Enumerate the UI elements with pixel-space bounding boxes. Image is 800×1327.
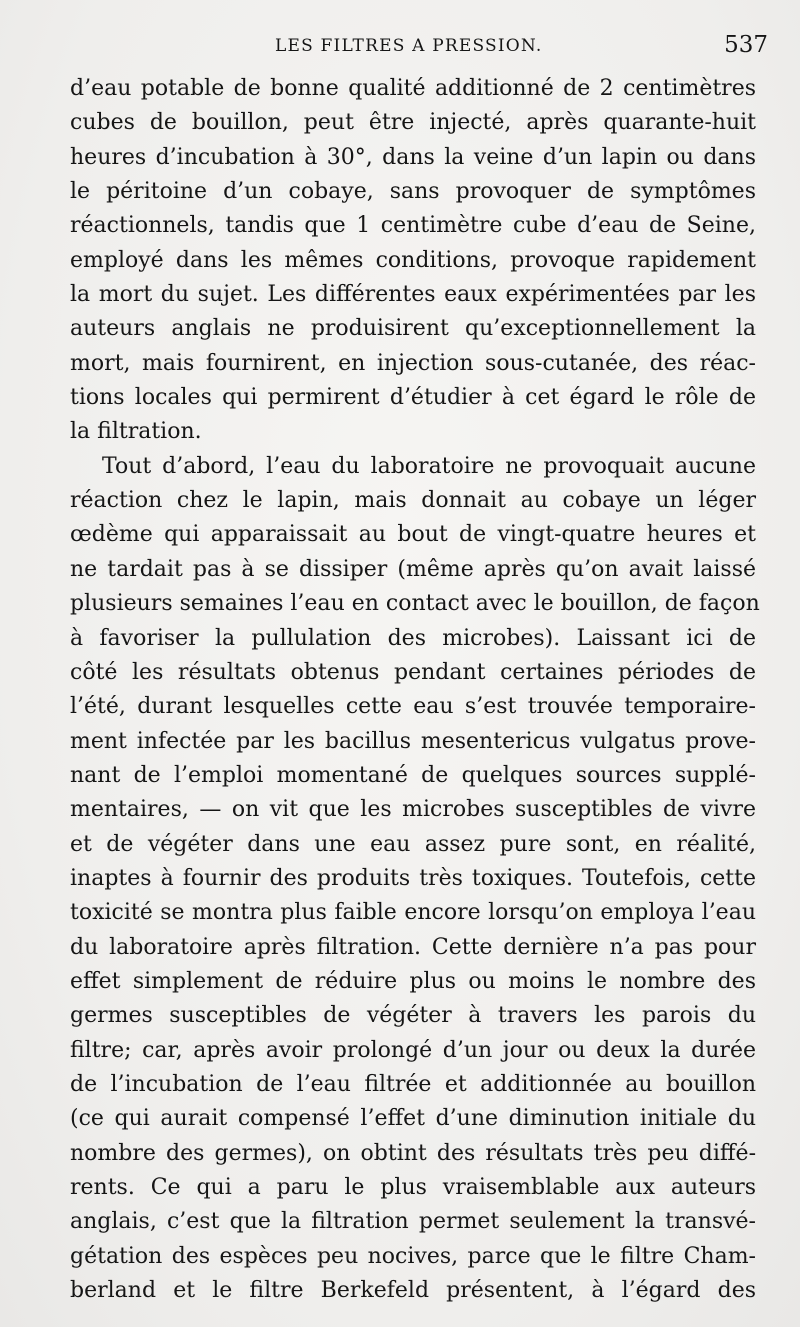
text-line: plusieurs semaines l’eau en contact avec le bouillon, de façon xyxy=(70,591,760,617)
text-line: et de végéter dans une eau assez pure sont, en réalité, xyxy=(70,831,756,857)
text-line: ment infectée par les bacillus mesentericus vulgatus prove- xyxy=(70,728,756,754)
text-line: œdème qui apparaissait au bout de vingt-quatre heures et xyxy=(70,522,756,548)
text-line: l’été, durant lesquelles cette eau s’est trouvée temporaire- xyxy=(70,694,756,720)
text-line: réaction chez le lapin, mais donnait au cobaye un léger xyxy=(70,488,756,514)
text-line: du laboratoire après filtration. Cette dernière n’a pas pour xyxy=(70,934,756,960)
text-line: mentaires, — on vit que les microbes susceptibles de vivre xyxy=(70,797,756,823)
text-line: (ce qui aurait compensé l’effet d’une diminution initiale du xyxy=(70,1106,756,1132)
text-line: ne tardait pas à se dissiper (même après qu’on avait laissé xyxy=(70,556,756,582)
text-line: cubes de bouillon, peut être injecté, après quarante-huit xyxy=(70,110,756,136)
text-line: germes susceptibles de végéter à travers les parois du xyxy=(70,1003,756,1029)
text-line: berland et le filtre Berkefeld présentent, à l’égard des xyxy=(70,1278,756,1304)
text-line: auteurs anglais ne produisirent qu’exceptionnellement la xyxy=(70,316,756,342)
text-line: effet simplement de réduire plus ou moins le nombre des xyxy=(70,968,756,994)
running-head xyxy=(0,32,800,66)
text-line: nombre des germes), on obtint des résultats très peu diffé- xyxy=(70,1140,756,1166)
text-line: la mort du sujet. Les différentes eaux expérimentées par les xyxy=(70,282,756,308)
text-line: le péritoine d’un cobaye, sans provoquer de symptômes xyxy=(70,179,756,205)
text-line: heures d’incubation à 30°, dans la veine d’un lapin ou dans xyxy=(70,144,756,170)
text-line: gétation des espèces peu nocives, parce que le filtre Cham- xyxy=(70,1243,756,1269)
text-line: filtre; car, après avoir prolongé d’un jour ou deux la durée xyxy=(70,1037,756,1063)
text-line: nant de l’emploi momentané de quelques sources supplé- xyxy=(70,762,756,788)
running-title: LES FILTRES A PRESSION. xyxy=(275,36,543,56)
text-line: de l’incubation de l’eau filtrée et additionnée au bouillon xyxy=(70,1071,756,1097)
text-line: tions locales qui permirent d’étudier à cet égard le rôle de xyxy=(70,385,756,411)
text-line: réactionnels, tandis que 1 centimètre cube d’eau de Seine, xyxy=(70,213,756,239)
text-line: inaptes à fournir des produits très toxiques. Toutefois, cette xyxy=(70,865,756,891)
text-line: anglais, c’est que la filtration permet seulement la transvé- xyxy=(70,1209,756,1235)
text-line: la filtration. xyxy=(70,419,202,445)
body-text xyxy=(70,72,760,1308)
text-line: toxicité se montra plus faible encore lorsqu’on employa l’eau xyxy=(70,900,756,926)
text-line: mort, mais fournirent, en injection sous-cutanée, des réac- xyxy=(70,350,756,376)
text-line: employé dans les mêmes conditions, provoque rapidement xyxy=(70,247,756,273)
text-line: à favoriser la pullulation des microbes). Laissant ici de xyxy=(70,625,756,651)
text-line: rents. Ce qui a paru le plus vraisemblable aux auteurs xyxy=(70,1175,756,1200)
page-number: 537 xyxy=(724,32,768,58)
text-line: côté les résultats obtenus pendant certaines périodes de xyxy=(70,659,756,685)
text-line: d’eau potable de bonne qualité additionné de 2 centimètres xyxy=(70,76,756,101)
text-line: Tout d’abord, l’eau du laboratoire ne provoquait aucune xyxy=(102,453,756,479)
